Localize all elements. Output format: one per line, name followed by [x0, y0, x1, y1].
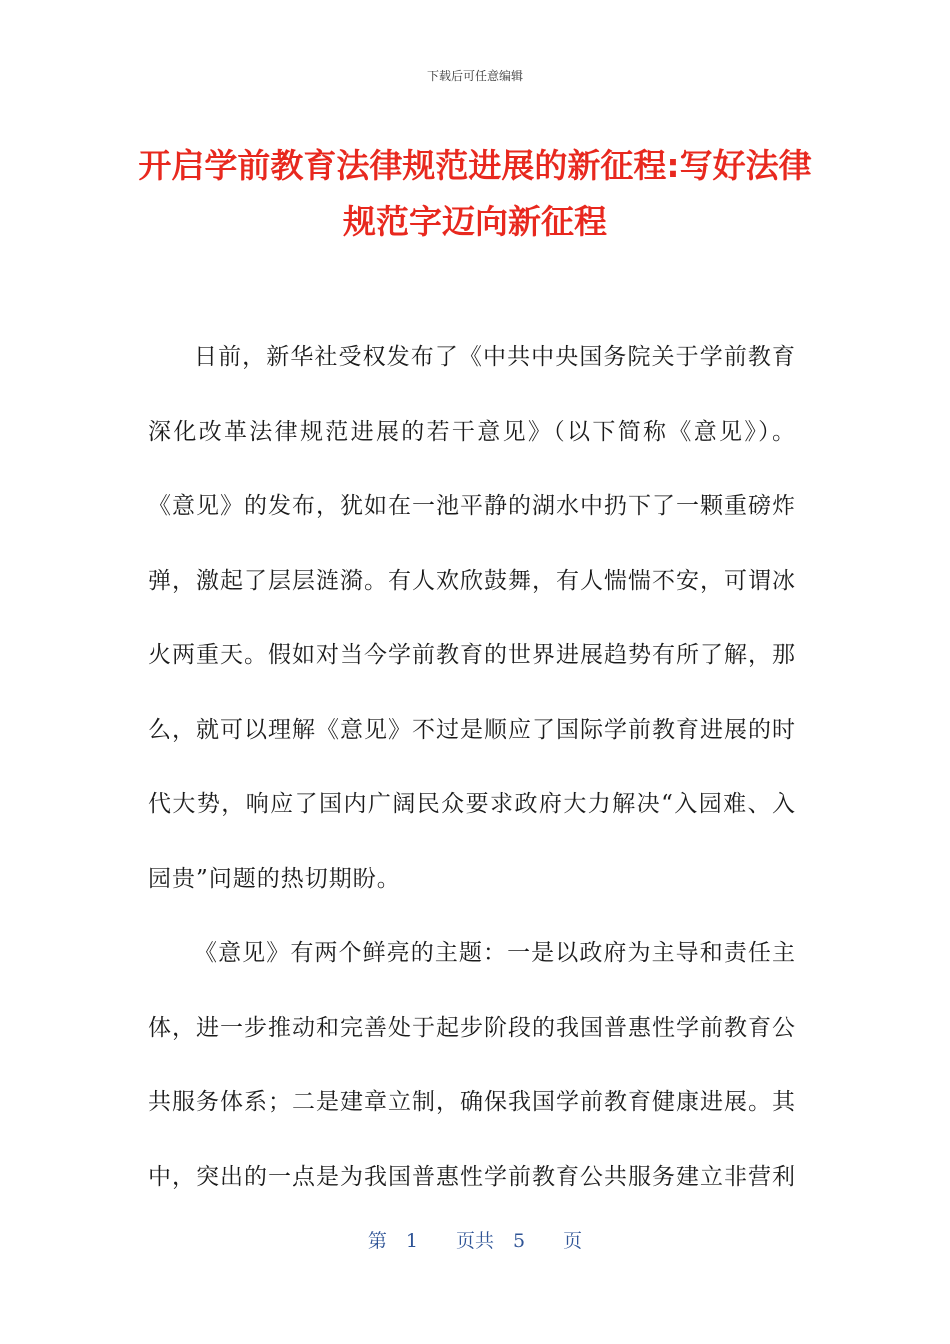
paragraph-1: 日前，新华社受权发布了《中共中央国务院关于学前教育深化改革法律规范进展的若干意见》（以下简称《意见》）。《意见》的发布，犹如在一池平静的湖水中扔下了一颗重磅炸弹，激起了层层涟漪。有人欢欣鼓舞，有人惴惴不安，可谓冰火两重天。假如对当今学前教育的世界进展趋势有所了解，那么，就可以理解《意见》不过是顺应了国际学前教育进展的时代大势，响应了国内广阔民众要求政府大力解决“入园难、入园贵”问题的热切期盼。 — [148, 344, 796, 892]
page-number-footer: 第 1 页共 5 页 — [367, 1230, 583, 1252]
paragraph-2: 《意见》有两个鲜亮的主题：一是以政府为主导和责任主体，进一步推动和完善处于起步阶段的我国普惠性学前教育公共服务体系；二是建章立制，确保我国学前教育健康进展。其中，突出的一点是为我国普惠性学前教育公共服务建立非营利 — [148, 940, 796, 1190]
document-body — [148, 320, 796, 1214]
document-title: 开启学前教育法律规范进展的新征程:写好法律规范字迈向新征程 — [138, 146, 812, 241]
header-note: 下载后可任意编辑 — [426, 69, 523, 83]
